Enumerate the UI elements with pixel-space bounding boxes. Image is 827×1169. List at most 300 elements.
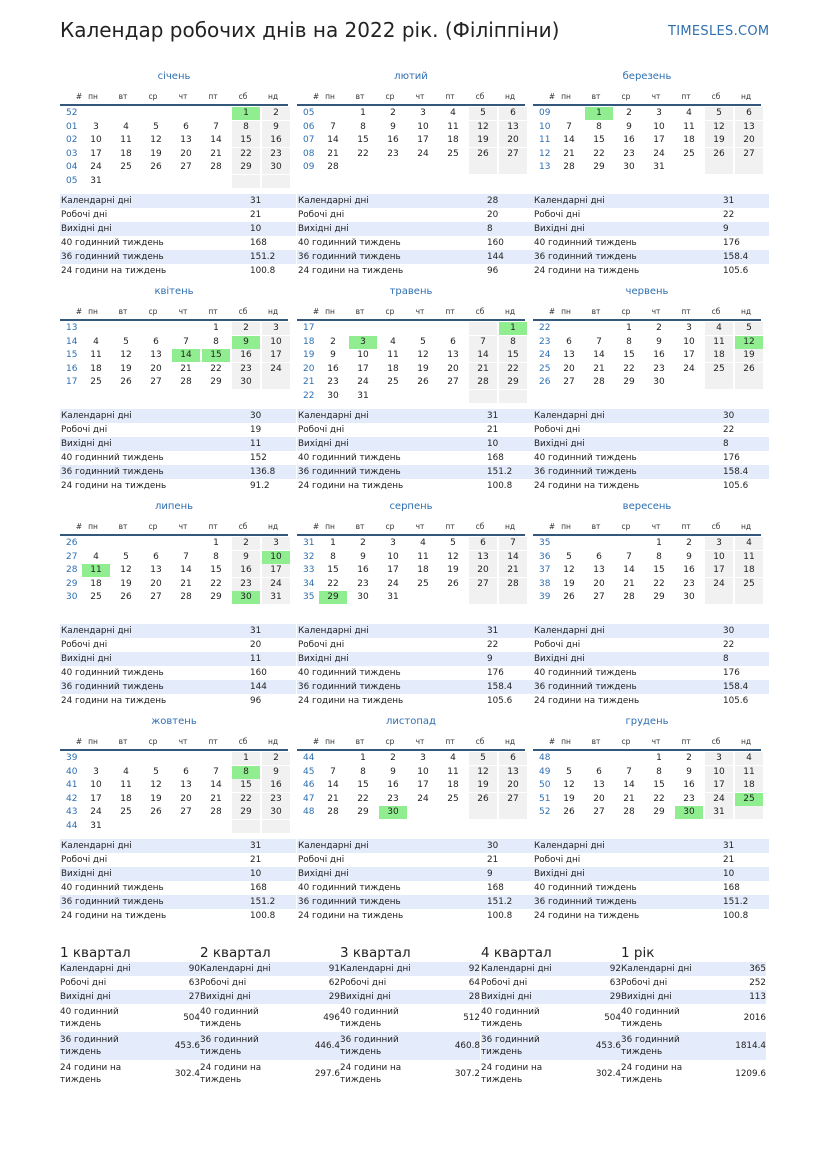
stat-value: 28 — [487, 196, 499, 206]
stat-value: 10 — [487, 439, 499, 449]
day-cell: 6 — [566, 336, 572, 347]
stat-row — [60, 638, 296, 652]
day-cell: 13 — [743, 121, 755, 132]
day-cell: 28 — [623, 807, 635, 817]
weekday-header: нд — [267, 522, 279, 531]
stat-row — [533, 236, 769, 250]
month-stats — [60, 409, 296, 493]
week-number: 42 — [66, 793, 78, 804]
quarter-row — [340, 1060, 480, 1088]
day-cell: 11 — [713, 336, 725, 347]
day-cell: 13 — [180, 135, 192, 145]
weekend-cell — [499, 161, 527, 174]
stat-row — [297, 465, 533, 479]
holiday-day: 29 — [319, 591, 347, 604]
quarter-title: 2 квартал — [200, 945, 271, 961]
week-number: 50 — [539, 780, 551, 790]
month-stats — [297, 624, 533, 708]
quarter-label-line: тиждень — [60, 1047, 102, 1057]
day-cell: 6 — [746, 108, 752, 118]
quarter-label-line: Календарні дні — [340, 964, 411, 974]
month-name: березень — [622, 71, 672, 82]
stat-row — [533, 909, 769, 923]
day-cell: 9 — [626, 121, 632, 132]
stat-row — [297, 236, 533, 250]
stat-label: 36 годинний тиждень — [61, 682, 164, 692]
stat-row — [297, 423, 533, 437]
weekend-cell — [705, 161, 733, 174]
day-cell: 2 — [390, 753, 396, 763]
stat-value: 105.6 — [723, 696, 749, 706]
stat-value: 151.2 — [250, 252, 276, 262]
day-cell: 27 — [507, 148, 519, 159]
quarter-row — [60, 962, 200, 976]
stat-label: Робочі дні — [534, 425, 581, 435]
weekday-header: ср — [621, 92, 631, 101]
day-cell: 9 — [273, 121, 279, 132]
stat-label: Календарні дні — [61, 411, 132, 421]
day-cell: 11 — [683, 121, 695, 132]
weekday-header: пт — [208, 522, 218, 531]
day-cell: 1 — [213, 538, 219, 548]
quarter-label-line: 40 годинний — [340, 1007, 399, 1017]
day-cell: 8 — [213, 551, 219, 562]
stat-value: 31 — [250, 626, 262, 636]
stat-row — [533, 208, 769, 222]
day-cell: 4 — [123, 121, 129, 132]
day-cell: 23 — [270, 793, 282, 804]
quarter-label-line: тиждень — [481, 1047, 523, 1057]
day-cell: 4 — [93, 336, 99, 347]
stat-value: 151.2 — [487, 467, 513, 477]
quarter-row — [60, 990, 200, 1004]
stat-label: 24 години на тиждень — [61, 266, 167, 276]
stat-value: 22 — [487, 640, 499, 650]
stat-row — [60, 437, 296, 451]
day-cell: 27 — [150, 592, 162, 602]
quarter-row-value: 504 — [183, 1013, 200, 1023]
day-cell: 6 — [450, 336, 456, 347]
quarter-row — [60, 976, 200, 990]
stat-label: 36 годинний тиждень — [534, 682, 637, 692]
quarter-label-line: 36 годинний — [200, 1035, 259, 1045]
day-cell: 7 — [183, 336, 189, 347]
day-cell: 17 — [90, 148, 102, 159]
weekday-header: # — [548, 92, 556, 101]
weekday-header: пт — [208, 737, 218, 746]
stat-value: 100.8 — [487, 481, 513, 491]
weekday-header: # — [312, 522, 320, 531]
weekend-cell — [735, 806, 763, 819]
quarter-row — [200, 990, 340, 1004]
day-cell: 18 — [447, 780, 459, 790]
holiday-day: 30 — [675, 806, 703, 819]
day-cell: 2 — [273, 108, 279, 118]
quarter-row-value: 92 — [609, 964, 621, 974]
day-cell: 8 — [243, 121, 249, 132]
quarter-row-label — [621, 963, 692, 975]
weekday-header: пт — [208, 307, 218, 316]
week-number: 29 — [66, 578, 78, 589]
stat-value: 168 — [487, 883, 504, 893]
day-cell: 16 — [387, 780, 399, 790]
day-cell: 5 — [566, 551, 572, 562]
stat-value: 100.8 — [487, 911, 513, 921]
stat-row — [60, 479, 296, 493]
day-cell: 25 — [120, 807, 132, 817]
quarter-row-value: 64 — [468, 978, 480, 988]
site-link[interactable]: TIMESLES.COM — [668, 24, 770, 39]
day-cell: 26 — [120, 592, 132, 602]
day-cell: 16 — [270, 135, 282, 145]
day-cell: 8 — [626, 336, 632, 347]
day-cell: 2 — [686, 753, 692, 763]
stat-label: Вихідні дні — [298, 224, 349, 234]
weekday-header: сб — [711, 307, 721, 316]
weekday-header: чт — [415, 522, 425, 531]
day-cell: 18 — [743, 565, 755, 575]
weekday-header: чт — [651, 522, 661, 531]
stat-value: 100.8 — [250, 266, 276, 276]
quarter-label-line: тиждень — [621, 1047, 663, 1057]
month-stats — [297, 839, 533, 923]
stat-value: 168 — [250, 238, 267, 248]
day-cell: 24 — [417, 148, 429, 159]
quarter-label-line: 24 години на — [200, 1063, 262, 1073]
day-cell: 28 — [593, 377, 605, 387]
weekday-header: пн — [561, 92, 571, 101]
stat-row — [533, 853, 769, 867]
quarter-row — [340, 1004, 480, 1032]
quarter-row — [340, 976, 480, 990]
weekend-cell — [469, 322, 497, 335]
day-cell: 18 — [713, 350, 725, 360]
month-name: травень — [389, 286, 433, 297]
day-cell: 12 — [477, 766, 489, 777]
quarter-row — [340, 1032, 480, 1060]
weekday-header: пт — [445, 307, 455, 316]
day-cell: 30 — [240, 377, 252, 387]
day-cell: 9 — [330, 350, 336, 360]
day-cell: 21 — [210, 148, 222, 159]
day-cell: 26 — [563, 807, 575, 817]
holiday-day: 1 — [232, 107, 260, 120]
day-cell: 24 — [653, 148, 665, 159]
day-cell: 15 — [653, 565, 665, 575]
stat-label: Робочі дні — [61, 640, 108, 650]
day-cell: 8 — [330, 551, 336, 562]
week-number: 37 — [539, 565, 551, 575]
stat-value: 144 — [487, 252, 504, 262]
week-number: 06 — [303, 121, 315, 132]
stat-value: 136.8 — [250, 467, 276, 477]
day-cell: 31 — [270, 592, 282, 602]
weekday-header: пн — [561, 522, 571, 531]
day-cell: 17 — [653, 135, 665, 145]
day-cell: 23 — [683, 793, 695, 804]
quarter-row-label — [60, 977, 106, 989]
day-cell: 23 — [683, 578, 695, 589]
stat-label: 36 годинний тиждень — [298, 897, 401, 907]
weekday-header: нд — [267, 737, 279, 746]
stat-value: 11 — [250, 654, 262, 664]
quarter-row-label — [60, 1062, 121, 1086]
stat-value: 21 — [250, 855, 262, 865]
weekday-header: вт — [355, 92, 365, 101]
stat-label: 40 годинний тиждень — [61, 238, 164, 248]
stat-value: 31 — [487, 626, 499, 636]
day-cell: 25 — [447, 793, 459, 804]
quarter-label-line: тиждень — [481, 1075, 523, 1085]
day-cell: 23 — [653, 363, 665, 374]
day-cell: 15 — [507, 350, 519, 360]
week-number: 30 — [66, 592, 78, 602]
weekday-header: нд — [504, 92, 516, 101]
quarter-label-line: тиждень — [621, 1075, 663, 1085]
quarter-row — [481, 1004, 621, 1032]
stat-label: Робочі дні — [534, 640, 581, 650]
stat-label: 24 години на тиждень — [534, 911, 640, 921]
header-divider — [533, 319, 761, 321]
weekend-cell — [262, 820, 290, 833]
stat-label: Календарні дні — [298, 411, 369, 421]
day-cell: 7 — [626, 551, 632, 562]
week-number: 08 — [303, 148, 315, 159]
day-cell: 29 — [623, 377, 635, 387]
stat-label: Робочі дні — [298, 855, 345, 865]
stat-row — [533, 437, 769, 451]
header-divider — [60, 104, 288, 106]
quarter-row — [200, 1004, 340, 1032]
week-number: 49 — [539, 766, 551, 777]
week-number: 05 — [303, 108, 315, 118]
quarter-label-line: тиждень — [200, 1019, 242, 1029]
day-cell: 24 — [713, 578, 725, 589]
stat-row — [533, 624, 769, 638]
day-cell: 19 — [563, 793, 575, 804]
weekday-header: нд — [267, 92, 279, 101]
quarter-row-label — [200, 1034, 259, 1058]
quarter-row-label — [200, 1062, 261, 1086]
stat-row — [297, 839, 533, 853]
day-cell: 22 — [653, 578, 665, 589]
quarter-row — [481, 1060, 621, 1088]
weekend-cell — [469, 806, 497, 819]
weekday-header: # — [75, 307, 83, 316]
week-number: 52 — [66, 108, 78, 118]
day-cell: 22 — [507, 363, 519, 374]
day-cell: 8 — [656, 551, 662, 562]
day-cell: 23 — [327, 377, 339, 387]
day-cell: 31 — [713, 807, 725, 817]
day-cell: 19 — [120, 578, 132, 589]
month-calendar — [297, 70, 525, 190]
day-cell: 26 — [477, 148, 489, 159]
week-number: 15 — [66, 350, 78, 360]
stat-label: Календарні дні — [61, 626, 132, 636]
day-cell: 27 — [447, 377, 459, 387]
day-cell: 12 — [417, 350, 429, 360]
stat-value: 158.4 — [723, 682, 749, 692]
stat-value: 8 — [487, 224, 493, 234]
day-cell: 3 — [716, 538, 722, 548]
day-cell: 2 — [686, 538, 692, 548]
holiday-day: 9 — [232, 336, 260, 349]
month-stats — [533, 194, 769, 278]
week-number: 17 — [66, 377, 78, 387]
day-cell: 2 — [360, 538, 366, 548]
stat-row — [533, 194, 769, 208]
day-cell: 22 — [240, 148, 252, 159]
stat-label: Робочі дні — [61, 210, 108, 220]
quarter-label-line: Календарні дні — [200, 964, 271, 974]
day-cell: 5 — [450, 538, 456, 548]
stat-row — [297, 264, 533, 278]
weekend-cell — [262, 175, 290, 188]
stat-label: Робочі дні — [61, 425, 108, 435]
month-calendar — [60, 715, 288, 835]
weekday-header: пт — [445, 522, 455, 531]
day-cell: 11 — [447, 766, 459, 777]
quarter-row-value: 62 — [328, 978, 340, 988]
day-cell: 25 — [447, 148, 459, 159]
day-cell: 20 — [593, 578, 605, 589]
weekend-cell — [735, 591, 763, 604]
day-cell: 3 — [420, 753, 426, 763]
week-number: 23 — [539, 336, 551, 347]
stat-value: 160 — [250, 668, 267, 678]
quarter-label-line: 40 годинний — [200, 1007, 259, 1017]
week-number: 47 — [303, 793, 315, 804]
day-cell: 21 — [477, 363, 489, 374]
stat-row — [60, 881, 296, 895]
day-cell: 1 — [656, 753, 662, 763]
day-cell: 13 — [563, 350, 575, 360]
quarter-label-line: Вихідні дні — [200, 992, 251, 1002]
stat-row — [533, 264, 769, 278]
day-cell: 14 — [623, 565, 635, 575]
day-cell: 14 — [180, 565, 192, 575]
stat-value: 152 — [250, 453, 267, 463]
day-cell: 6 — [183, 121, 189, 132]
day-cell: 8 — [596, 121, 602, 132]
day-cell: 30 — [623, 162, 635, 172]
day-cell: 7 — [566, 121, 572, 132]
stat-value: 96 — [487, 266, 499, 276]
stat-value: 144 — [250, 682, 267, 692]
stat-label: 40 годинний тиждень — [61, 453, 164, 463]
day-cell: 6 — [596, 551, 602, 562]
weekday-header: пн — [325, 92, 335, 101]
quarter-label-line: 40 годинний — [60, 1007, 119, 1017]
quarter-row — [621, 1032, 766, 1060]
quarter-label-line: тиждень — [340, 1075, 382, 1085]
day-cell: 29 — [357, 807, 369, 817]
stat-row — [60, 264, 296, 278]
day-cell: 4 — [390, 336, 396, 347]
weekend-cell — [232, 175, 260, 188]
stat-value: 30 — [723, 411, 735, 421]
stat-label: Вихідні дні — [534, 224, 585, 234]
day-cell: 10 — [417, 121, 429, 132]
quarter-label-line: Робочі дні — [60, 978, 107, 988]
week-number: 27 — [66, 551, 78, 562]
stat-row — [60, 666, 296, 680]
stat-value: 158.4 — [723, 467, 749, 477]
quarter-row-value: 29 — [328, 992, 340, 1002]
weekday-header: вт — [355, 737, 365, 746]
stat-label: 40 годинний тиждень — [534, 453, 637, 463]
day-cell: 2 — [390, 108, 396, 118]
day-cell: 27 — [150, 377, 162, 387]
weekday-header: нд — [740, 307, 752, 316]
quarter-row — [621, 990, 766, 1004]
day-cell: 3 — [390, 538, 396, 548]
day-cell: 10 — [653, 121, 665, 132]
day-cell: 6 — [510, 753, 516, 763]
week-number: 26 — [539, 377, 551, 387]
day-cell: 12 — [120, 350, 132, 360]
stat-row — [297, 853, 533, 867]
quarter-row-label — [481, 1006, 540, 1030]
week-number: 18 — [303, 336, 315, 347]
day-cell: 4 — [420, 538, 426, 548]
month-calendar — [60, 70, 288, 190]
day-cell: 10 — [357, 350, 369, 360]
day-cell: 22 — [210, 578, 222, 589]
day-cell: 9 — [686, 766, 692, 777]
header-divider — [297, 534, 525, 536]
day-cell: 27 — [180, 807, 192, 817]
quarter-title: 1 рік — [621, 945, 655, 961]
weekend-cell — [705, 376, 733, 389]
quarter-row — [200, 1060, 340, 1088]
day-cell: 13 — [150, 350, 162, 360]
day-cell: 3 — [420, 108, 426, 118]
week-number: 05 — [66, 175, 78, 186]
quarter-row-label — [340, 991, 391, 1003]
stat-label: Календарні дні — [534, 411, 605, 421]
weekday-header: сб — [711, 92, 721, 101]
day-cell: 8 — [656, 766, 662, 777]
day-cell: 23 — [357, 578, 369, 589]
day-cell: 18 — [447, 135, 459, 145]
day-cell: 26 — [417, 377, 429, 387]
stat-row — [60, 909, 296, 923]
day-cell: 30 — [653, 377, 665, 387]
day-cell: 17 — [90, 793, 102, 804]
weekday-header: пн — [88, 522, 98, 531]
day-cell: 15 — [653, 780, 665, 790]
quarter-label-line: Робочі дні — [481, 978, 528, 988]
day-cell: 23 — [240, 363, 252, 374]
quarter-row-value: 90 — [188, 964, 200, 974]
day-cell: 12 — [150, 780, 162, 790]
header-divider — [533, 749, 761, 751]
day-cell: 20 — [507, 135, 519, 145]
weekday-header: # — [548, 307, 556, 316]
week-number: 25 — [539, 363, 551, 374]
day-cell: 17 — [357, 363, 369, 374]
day-cell: 19 — [563, 578, 575, 589]
day-cell: 27 — [507, 793, 519, 804]
day-cell: 13 — [477, 551, 489, 562]
stat-value: 21 — [723, 855, 735, 865]
stat-value: 151.2 — [723, 897, 749, 907]
day-cell: 14 — [563, 135, 575, 145]
day-cell: 16 — [240, 565, 252, 575]
day-cell: 16 — [240, 350, 252, 360]
